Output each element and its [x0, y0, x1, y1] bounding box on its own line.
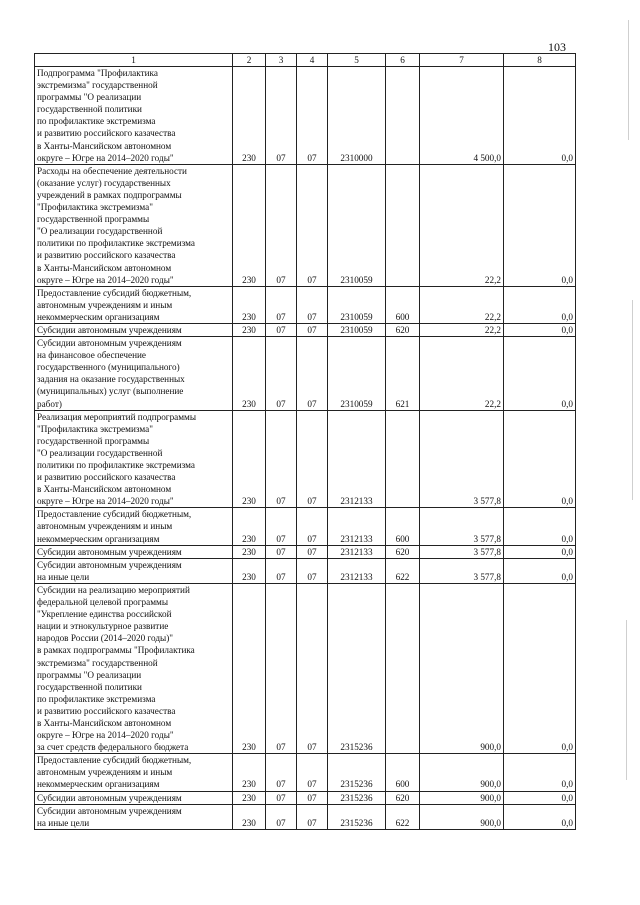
col-header: 5: [328, 54, 386, 67]
cell-c5: 2312133: [328, 508, 386, 545]
cell-c2: 230: [233, 323, 266, 336]
page-number: 103: [548, 40, 566, 54]
cell-c2: 230: [233, 791, 266, 804]
cell-c3: 07: [266, 67, 297, 165]
cell-c2: 230: [233, 804, 266, 829]
row-name: Реализация мероприятий подпрограммы "Профилактика экстремизма" государственной программы "О реализации государственной политики по профилактике экстремизма и развитию российского казачества в Ханты-Мансийском автономном округе – Югре на 2014–2020 годы": [35, 410, 233, 508]
cell-c3: 07: [266, 337, 297, 411]
cell-c5: 2310059: [328, 323, 386, 336]
cell-c8: 0,0: [504, 754, 576, 791]
cell-c3: 07: [266, 754, 297, 791]
cell-c2: 230: [233, 410, 266, 508]
cell-c2: 230: [233, 545, 266, 558]
cell-c3: 07: [266, 508, 297, 545]
col-header: 3: [266, 54, 297, 67]
row-name: Расходы на обеспечение деятельности (оказание услуг) государственных учреждений в рамках подпрограммы "Профилактика экстремизма" государственной программы "О реализации государственной политики по профилактике экстремизма и развитию российского казачества в Ханты-Мансийском автономном округе – Югре на 2014–2020 годы": [35, 164, 233, 286]
cell-c2: 230: [233, 67, 266, 165]
col-header: 7: [420, 54, 504, 67]
budget-table: [34, 53, 576, 830]
col-header: 1: [35, 54, 233, 67]
cell-c5: 2315236: [328, 754, 386, 791]
cell-c5: 2312133: [328, 558, 386, 583]
table-row: [35, 337, 576, 411]
cell-c6: 600: [386, 754, 420, 791]
cell-c6: [386, 583, 420, 753]
cell-c7: 900,0: [420, 583, 504, 753]
col-header: 4: [297, 54, 328, 67]
cell-c6: 620: [386, 323, 420, 336]
cell-c2: 230: [233, 508, 266, 545]
cell-c7: 3 577,8: [420, 410, 504, 508]
cell-c7: 3 577,8: [420, 508, 504, 545]
table-row: [35, 67, 576, 165]
cell-c8: 0,0: [504, 508, 576, 545]
row-name: Субсидии автономным учреждениям: [35, 545, 233, 558]
cell-c7: 3 577,8: [420, 558, 504, 583]
cell-c7: 900,0: [420, 754, 504, 791]
cell-c3: 07: [266, 804, 297, 829]
cell-c8: 0,0: [504, 286, 576, 323]
cell-c8: 0,0: [504, 67, 576, 165]
cell-c7: 900,0: [420, 791, 504, 804]
cell-c5: 2315236: [328, 791, 386, 804]
cell-c6: 622: [386, 558, 420, 583]
cell-c4: 07: [297, 583, 328, 753]
cell-c4: 07: [297, 323, 328, 336]
cell-c5: 2310059: [328, 164, 386, 286]
cell-c8: 0,0: [504, 791, 576, 804]
cell-c5: 2312133: [328, 545, 386, 558]
cell-c6: 621: [386, 337, 420, 411]
table-row: [35, 754, 576, 791]
row-name: Предоставление субсидий бюджетным, автономным учреждениям и иным некоммерческим организациям: [35, 754, 233, 791]
cell-c7: 4 500,0: [420, 67, 504, 165]
cell-c6: 622: [386, 804, 420, 829]
cell-c8: 0,0: [504, 323, 576, 336]
cell-c6: 600: [386, 508, 420, 545]
cell-c8: 0,0: [504, 804, 576, 829]
cell-c4: 07: [297, 67, 328, 165]
cell-c7: 22,2: [420, 323, 504, 336]
cell-c4: 07: [297, 164, 328, 286]
cell-c5: 2310059: [328, 337, 386, 411]
cell-c7: 22,2: [420, 337, 504, 411]
cell-c7: 22,2: [420, 164, 504, 286]
col-header: 6: [386, 54, 420, 67]
row-name: Предоставление субсидий бюджетным, автономным учреждениям и иным некоммерческим организациям: [35, 508, 233, 545]
cell-c3: 07: [266, 545, 297, 558]
cell-c4: 07: [297, 791, 328, 804]
table-row: [35, 323, 576, 336]
cell-c7: 3 577,8: [420, 545, 504, 558]
cell-c4: 07: [297, 545, 328, 558]
row-name: Субсидии автономным учреждениям на иные цели: [35, 558, 233, 583]
cell-c5: 2310059: [328, 286, 386, 323]
row-name: Предоставление субсидий бюджетным, автономным учреждениям и иным некоммерческим организациям: [35, 286, 233, 323]
cell-c5: 2315236: [328, 804, 386, 829]
cell-c4: 07: [297, 558, 328, 583]
table-row: [35, 791, 576, 804]
table-row: [35, 410, 576, 508]
cell-c6: [386, 410, 420, 508]
cell-c5: 2315236: [328, 583, 386, 753]
cell-c4: 07: [297, 804, 328, 829]
cell-c3: 07: [266, 164, 297, 286]
cell-c3: 07: [266, 323, 297, 336]
cell-c8: 0,0: [504, 583, 576, 753]
header-row: [35, 54, 576, 67]
cell-c3: 07: [266, 583, 297, 753]
cell-c5: 2312133: [328, 410, 386, 508]
cell-c7: 22,2: [420, 286, 504, 323]
cell-c8: 0,0: [504, 558, 576, 583]
cell-c4: 07: [297, 286, 328, 323]
cell-c8: 0,0: [504, 410, 576, 508]
cell-c2: 230: [233, 337, 266, 411]
table-row: [35, 558, 576, 583]
row-name: Субсидии автономным учреждениям: [35, 323, 233, 336]
cell-c8: 0,0: [504, 164, 576, 286]
row-name: Субсидии на реализацию мероприятий федеральной целевой программы "Укрепление единства российской нации и этнокультурное развитие народов России (2014–2020 годы)" в рамках подпрограммы "Профилактика экстремизма" государственной программы "О реализации государственной политики по профилактике экстремизма и развитию российского казачества в Ханты-Мансийском автономном округе – Югре на 2014–2020 годы" за счет средств федерального бюджета: [35, 583, 233, 753]
row-name: Подпрограмма "Профилактика экстремизма" государственной программы "О реализации государственной политики по профилактике экстремизма и развитию российского казачества в Ханты-Мансийском автономном округе – Югре на 2014–2020 годы": [35, 67, 233, 165]
cell-c6: 600: [386, 286, 420, 323]
cell-c6: [386, 164, 420, 286]
col-header: 2: [233, 54, 266, 67]
table-row: [35, 508, 576, 545]
cell-c6: 620: [386, 791, 420, 804]
col-header: 8: [504, 54, 576, 67]
table-body: [35, 67, 576, 830]
cell-c8: 0,0: [504, 545, 576, 558]
cell-c2: 230: [233, 583, 266, 753]
table-row: [35, 164, 576, 286]
cell-c3: 07: [266, 286, 297, 323]
cell-c4: 07: [297, 754, 328, 791]
cell-c8: 0,0: [504, 337, 576, 411]
cell-c6: 620: [386, 545, 420, 558]
cell-c3: 07: [266, 410, 297, 508]
table-row: [35, 804, 576, 829]
row-name: Субсидии автономным учреждениям: [35, 791, 233, 804]
cell-c2: 230: [233, 558, 266, 583]
cell-c5: 2310000: [328, 67, 386, 165]
scan-edge-artifact: [618, 0, 640, 905]
cell-c3: 07: [266, 791, 297, 804]
cell-c4: 07: [297, 410, 328, 508]
row-name: Субсидии автономным учреждениям на иные цели: [35, 804, 233, 829]
table-row: [35, 286, 576, 323]
cell-c2: 230: [233, 164, 266, 286]
cell-c4: 07: [297, 508, 328, 545]
cell-c4: 07: [297, 337, 328, 411]
row-name: Субсидии автономным учреждениям на финансовое обеспечение государственного (муниципального) задания на оказание государственных (муниципальных) услуг (выполнение работ): [35, 337, 233, 411]
cell-c3: 07: [266, 558, 297, 583]
cell-c2: 230: [233, 754, 266, 791]
cell-c6: [386, 67, 420, 165]
cell-c2: 230: [233, 286, 266, 323]
cell-c7: 900,0: [420, 804, 504, 829]
table-row: [35, 545, 576, 558]
table-row: [35, 583, 576, 753]
